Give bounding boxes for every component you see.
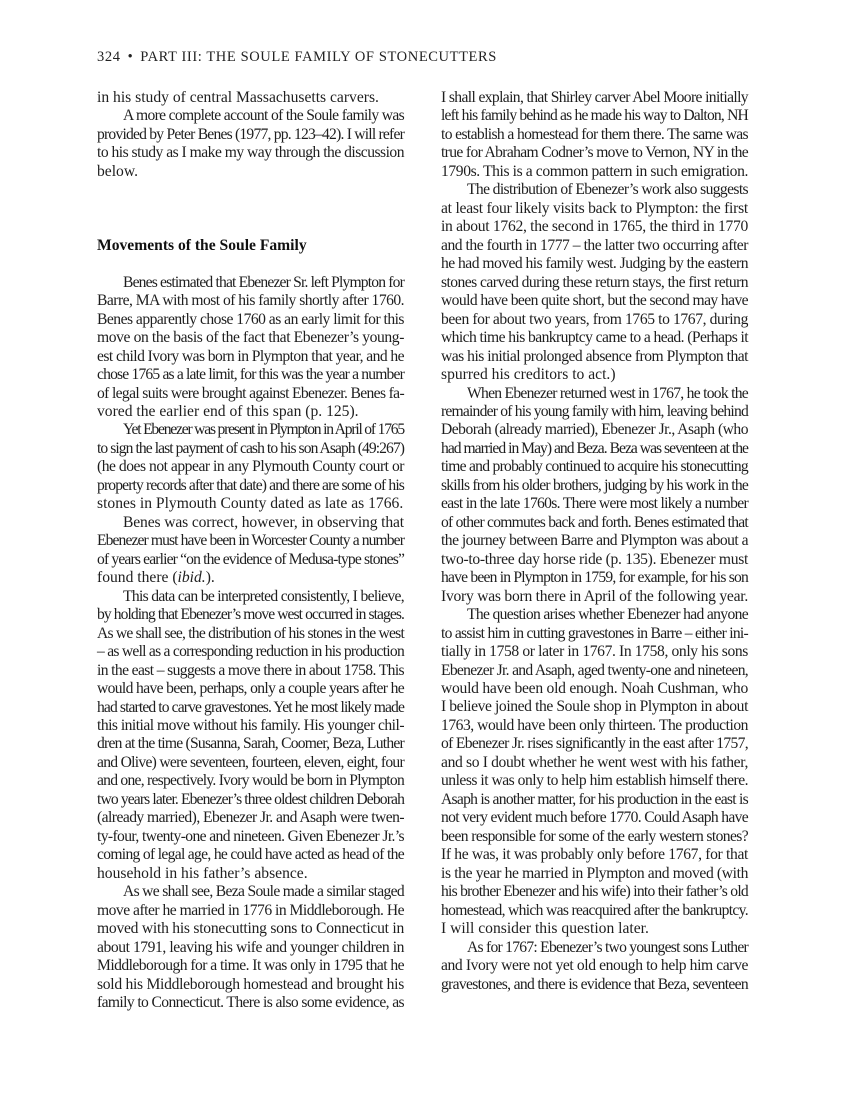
paragraph — [97, 588, 404, 884]
text-line: skills from his older brothers, judging by his work in the — [441, 476, 749, 494]
text-line: and Olive) were seventeen, fourteen, eleven, eight, four — [97, 753, 404, 771]
text-line: provided by Peter Benes (1977, pp. 123–42). I will refer — [97, 125, 404, 143]
text-line: spurred his creditors to act.) — [441, 366, 616, 384]
text-line: gravestones, and there is evidence that Beza, seventeen — [441, 975, 748, 993]
spacer — [97, 218, 404, 236]
text-line: If he was, it was probably only before 1767, for that — [441, 846, 749, 864]
text-line: Barre, MA with most of his family shortly after 1760. — [97, 292, 405, 310]
text-line: 1790s. This is a common pattern in such emigration. — [441, 162, 748, 180]
text-line: moved with his stonecutting sons to Connecticut in — [97, 920, 405, 938]
text-line: Ebenezer Jr. and Asaph, aged twenty-one and nineteen, — [441, 661, 748, 679]
text-line: household in his father’s absence. — [97, 864, 308, 882]
text-line: his brother Ebenezer and his wife) into their father’s old — [441, 883, 748, 901]
text-line: chose 1765 as a late limit, for this was the year a number — [97, 366, 404, 384]
paragraph — [441, 606, 748, 938]
text-line: tially in 1758 or later in 1767. In 1758, only his sons — [441, 643, 748, 661]
text-line: was his initial prolonged absence from Plympton that — [441, 347, 748, 365]
text-line: not very evident much before 1770. Could Asaph have — [441, 809, 749, 827]
bullet-separator: • — [127, 49, 134, 65]
text-line: been responsible for some of the early western stones? — [441, 827, 748, 845]
italic-citation: ibid. — [177, 569, 206, 587]
text-line: ty-four, twenty-one and nineteen. Given Ebenezer Jr.’s — [97, 827, 404, 845]
text-line: been for about two years, from 1765 to 1767, during — [441, 310, 748, 328]
text-line: time and probably continued to acquire his stonecutting — [441, 458, 749, 476]
text-line: and one, respectively. Ivory would be born in Plympton — [97, 772, 405, 790]
paragraph — [97, 274, 404, 422]
text-line: of legal suits were brought against Ebenezer. Benes fa- — [97, 384, 404, 402]
text-line: The distribution of Ebenezer’s work also suggests — [467, 181, 748, 199]
text-line: would have been, perhaps, only a couple years after he — [97, 680, 405, 698]
text-line: to sign the last payment of cash to his son Asaph (49:267) — [97, 439, 405, 457]
text-line: vored the earlier end of this span (p. 125). — [97, 403, 359, 420]
text-line: As we shall see, Beza Soule made a similar staged — [123, 883, 405, 901]
text-line: Ebenezer must have been in Worcester County a number — [97, 532, 404, 550]
text-line: the journey between Barre and Plympton was about a — [441, 532, 748, 550]
text-line: at least four likely visits back to Plympton: the first — [441, 199, 749, 217]
text-line: I will consider this question later. — [441, 920, 649, 938]
page-number: 324 — [97, 49, 121, 65]
text-line: of other commutes back and forth. Benes estimated that — [441, 513, 749, 531]
text-line: family to Connecticut. There is also some evidence, as — [97, 994, 404, 1011]
text-line: coming of legal age, he could have acted as head of the — [97, 846, 404, 864]
text-line: had married in May) and Beza. Beza was seventeen at the — [441, 439, 748, 457]
text-line: move on the basis of the fact that Ebenezer’s young- — [97, 329, 404, 347]
text-line: about 1791, leaving his wife and younger children in — [97, 938, 404, 956]
text-line: – as well as a corresponding reduction in his production — [97, 643, 405, 661]
text-line: stones in Plymouth County dated as late as 1766. — [97, 495, 404, 513]
text-line: As for 1767: Ebenezer’s two youngest sons Luther — [467, 938, 749, 956]
paragraph — [441, 89, 748, 181]
text-line: is the year he married in Plympton and moved (with — [441, 864, 748, 882]
text-line: in his study of central Massachusetts carvers. — [97, 89, 379, 106]
spacer — [97, 181, 404, 218]
text-run: found there ( — [97, 569, 178, 587]
text-line: sold his Middleborough homestead and brought his — [97, 975, 404, 993]
paragraph — [97, 107, 404, 181]
text-line: stones carved during these return stays, the first return — [441, 273, 749, 291]
text-line: I believe joined the Soule shop in Plympton in about — [441, 698, 749, 716]
text-line: remainder of his young family with him, leaving behind — [441, 402, 748, 420]
text-line: The question arises whether Ebenezer had anyone — [467, 606, 749, 624]
text-line: true for Abraham Codner’s move to Vernon, NY in the — [441, 144, 749, 162]
text-line: would have been old enough. Noah Cushman, who — [441, 680, 748, 697]
left-column — [97, 89, 404, 1012]
text-line: would have been quite short, but the second may have — [441, 292, 748, 310]
text-line: which time his bankruptcy came to a head. (Perhaps it — [441, 329, 749, 347]
text-line: unless it was only to help him establish himself there. — [441, 772, 749, 790]
spacer — [97, 255, 404, 273]
text-line: left his family behind as he made his way to Dalton, NH — [441, 107, 748, 125]
paragraph — [97, 883, 404, 1012]
text-line: I shall explain, that Shirley carver Abel Moore initially — [441, 89, 748, 106]
text-line: dren at the time (Susanna, Sarah, Coomer, Beza, Luther — [97, 735, 404, 753]
paragraph — [441, 181, 748, 384]
text-line: Benes estimated that Ebenezer Sr. left Plympton for — [123, 273, 404, 291]
text-line: east in the late 1760s. There were most likely a number — [441, 495, 748, 513]
text-line: of years earlier “on the evidence of Medusa-type stones” — [97, 550, 405, 568]
text-line: of Ebenezer Jr. rises significantly in the east after 1757, — [441, 735, 748, 753]
text-line: two-to-three day horse ride (p. 135). Ebenezer must — [441, 550, 748, 568]
text-line: had started to carve gravestones. Yet he most likely made — [97, 698, 404, 716]
text-line: property records after that date) and there are some of his — [97, 476, 405, 494]
right-column — [441, 89, 748, 994]
text-line — [97, 569, 404, 587]
text-line: to his study as I make my way through the discussion — [97, 144, 404, 162]
text-line: in about 1762, the second in 1765, the third in 1770 — [441, 218, 748, 236]
text-run: ). — [205, 569, 215, 587]
paragraph — [97, 421, 404, 513]
text-line: (already married), Ebenezer Jr. and Asaph were twen- — [97, 809, 404, 827]
text-line: Asaph is another matter, for his production in the east is — [441, 790, 748, 808]
paragraph — [97, 514, 404, 588]
running-head-title: PART III: THE SOULE FAMILY OF STONECUTTERS — [140, 49, 497, 65]
text-line: Benes apparently chose 1760 as an early limit for this — [97, 310, 404, 328]
text-line: Deborah (already married), Ebenezer Jr., Asaph (who — [441, 421, 748, 439]
text-line: move after he married in 1776 in Middleborough. He — [97, 901, 404, 919]
text-line: in the east – suggests a move there in about 1758. This — [97, 661, 404, 679]
text-line: Ivory was born there in April of the following year. — [441, 587, 749, 605]
running-head — [97, 49, 497, 66]
paragraph — [441, 939, 748, 994]
text-line: As we shall see, the distribution of his stones in the west — [97, 624, 405, 642]
text-line: Middleborough for a time. It was only in 1795 that he — [97, 957, 405, 975]
paragraph — [441, 385, 748, 607]
text-line: by holding that Ebenezer’s move west occurred in stages. — [97, 606, 405, 624]
text-line: below. — [97, 162, 138, 180]
text-line: When Ebenezer returned west in 1767, he took the — [467, 384, 749, 402]
text-line: est child Ivory was born in Plympton that year, and he — [97, 347, 404, 365]
text-line: to assist him in cutting gravestones in Barre – either ini- — [441, 624, 748, 642]
text-line: and Ivory were not yet old enough to help him carve — [441, 957, 748, 975]
text-line: homestead, which was reacquired after the bankruptcy. — [441, 901, 748, 919]
text-line: to establish a homestead for them there. The same was — [441, 125, 748, 143]
text-line: have been in Plympton in 1759, for example, for his son — [441, 569, 748, 587]
text-line: 1763, would have been only thirteen. The production — [441, 716, 748, 734]
text-line: two years later. Ebenezer’s three oldest children Deborah — [97, 790, 405, 808]
text-line: (he does not appear in any Plymouth County court or — [97, 458, 404, 476]
text-line: Benes was correct, however, in observing that — [123, 513, 405, 531]
paragraph — [97, 89, 404, 107]
text-line: this initial move without his family. His younger chil- — [97, 716, 404, 734]
text-line: A more complete account of the Soule family was — [123, 107, 404, 125]
section-heading: Movements of the Soule Family — [97, 236, 307, 254]
text-line: he had moved his family west. Judging by the eastern — [441, 255, 748, 273]
text-line: This data can be interpreted consistently, I believe, — [123, 587, 405, 605]
text-line: and so I doubt whether he went west with his father, — [441, 753, 749, 771]
text-line: Yet Ebenezer was present in Plympton in April of 1765 — [123, 421, 404, 439]
text-line: and the fourth in 1777 – the latter two occurring after — [441, 236, 748, 254]
